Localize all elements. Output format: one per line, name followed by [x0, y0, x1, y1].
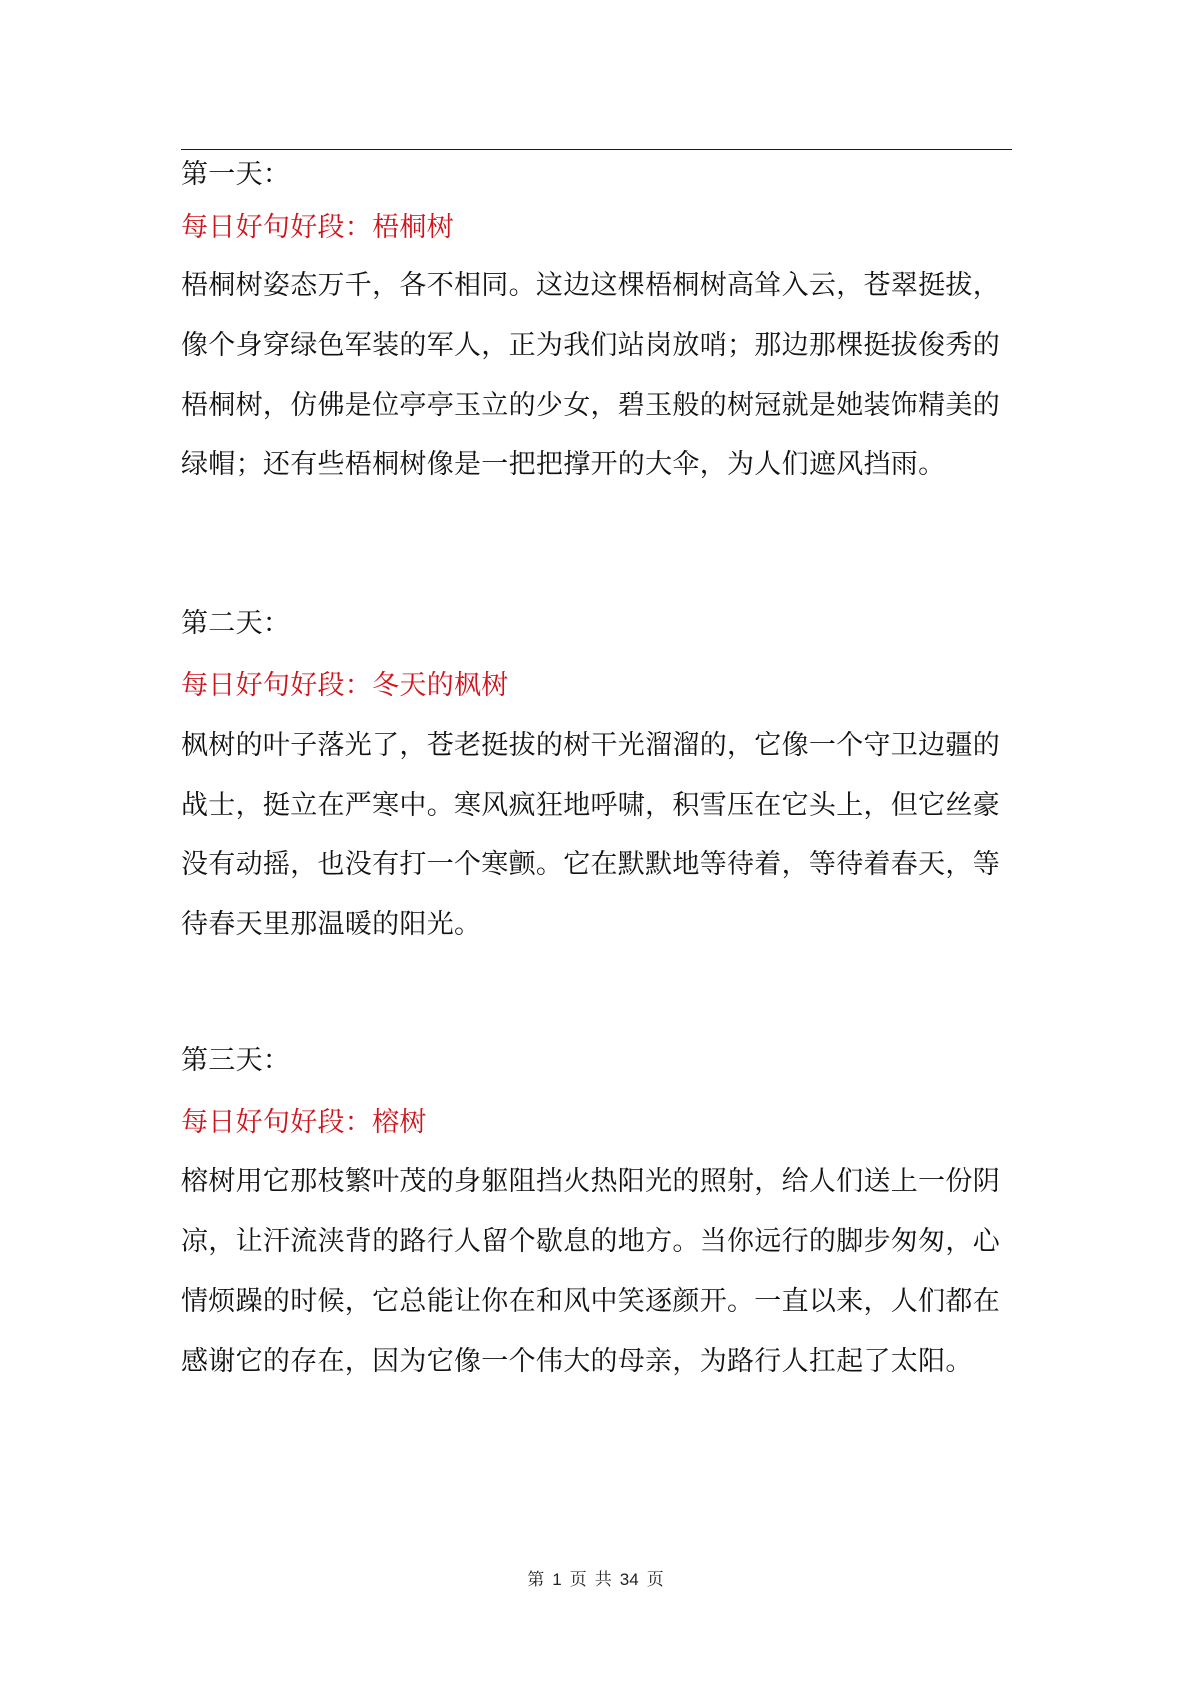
paragraph-line: 没有动摇，也没有打一个寒颤。它在默默地等待着，等待着春天，等 — [181, 849, 1000, 880]
paragraph-line: 战士，挺立在严寒中。寒风疯狂地呼啸，积雪压在它头上，但它丝豪 — [181, 790, 1000, 821]
paragraph-line: 枫树的叶子落光了，苍老挺拔的树干光溜溜的，它像一个守卫边疆的 — [181, 730, 1000, 761]
day-label: 第三天： — [181, 1045, 291, 1076]
footer-prefix: 第 — [527, 1570, 545, 1589]
paragraph-line: 榕树用它那枝繁叶茂的身躯阻挡火热阳光的照射，给人们送上一份阴 — [181, 1166, 1000, 1197]
paragraph-line: 绿帽；还有些梧桐树像是一把把撑开的大伞，为人们遮风挡雨。 — [181, 449, 946, 480]
section-heading: 每日好句好段：榕树 — [181, 1107, 427, 1138]
current-page-number: 1 — [552, 1570, 562, 1589]
day-label: 第二天： — [181, 608, 291, 639]
paragraph-line: 梧桐树姿态万千，各不相同。这边这棵梧桐树高耸入云，苍翠挺拔， — [181, 270, 1000, 301]
total-pages-number: 34 — [619, 1570, 639, 1589]
paragraph-line: 情烦躁的时候，它总能让你在和风中笑逐颜开。一直以来，人们都在 — [181, 1286, 1000, 1317]
header-rule — [181, 149, 1012, 150]
footer-suffix: 页 — [646, 1570, 664, 1589]
paragraph-line: 凉，让汗流浃背的路行人留个歇息的地方。当你远行的脚步匆匆，心 — [181, 1226, 1000, 1257]
page-footer — [0, 1565, 1191, 1590]
section-heading: 每日好句好段：梧桐树 — [181, 212, 454, 243]
paragraph-line: 梧桐树，仿佛是位亭亭玉立的少女，碧玉般的树冠就是她装饰精美的 — [181, 390, 1000, 421]
day-label: 第一天： — [181, 159, 291, 190]
footer-total-word: 共 — [594, 1570, 612, 1589]
paragraph-line: 待春天里那温暖的阳光。 — [181, 909, 482, 940]
section-heading: 每日好句好段：冬天的枫树 — [181, 670, 509, 701]
paragraph-line: 像个身穿绿色军装的军人，正为我们站岗放哨；那边那棵挺拔俊秀的 — [181, 330, 1000, 361]
footer-page-word: 页 — [569, 1570, 587, 1589]
paragraph-line: 感谢它的存在，因为它像一个伟大的母亲，为路行人扛起了太阳。 — [181, 1346, 973, 1377]
